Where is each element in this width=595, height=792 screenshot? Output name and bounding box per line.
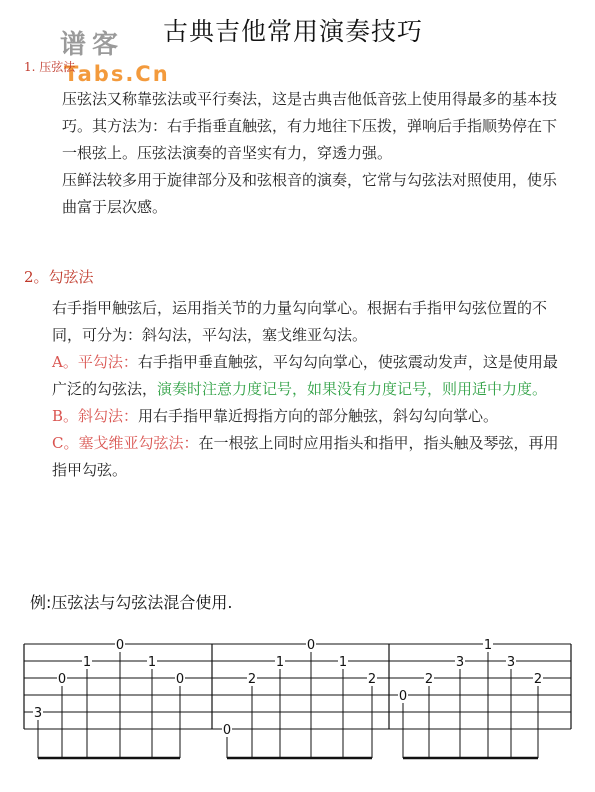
- tab-fret-number: 2: [247, 672, 257, 687]
- tab-fret-number: 2: [533, 672, 543, 687]
- tab-fret-number: 2: [367, 672, 377, 687]
- section1-paragraph: 压弦法又称靠弦法或平行奏法，这是古典吉他低音弦上使用得最多的基本技巧。其方法为：右手指垂直触弦，有力地往下压拨，弹响后手指顺势停在下一根弦上。压弦法演奏的音坚实有力，穿透力强。: [62, 90, 558, 162]
- technique-item-b: [52, 403, 567, 430]
- tab-fret-number: 0: [175, 672, 185, 687]
- tab-fret-number: 2: [424, 672, 434, 687]
- section2-intro: 右手指甲触弦后，运用指关节的力量勾向掌心。根据右手指甲勾弦位置的不同，可分为：斜勾法，平勾法，塞戈维亚勾法。: [52, 299, 548, 344]
- tab-fret-number: 0: [57, 672, 67, 687]
- technique-item-a: [52, 349, 567, 403]
- tab-fret-number: 1: [82, 655, 92, 670]
- tab-fret-number: 0: [222, 723, 232, 738]
- tab-fret-number: 1: [338, 655, 348, 670]
- tab-fret-number: 1: [147, 655, 157, 670]
- tab-fret-number: 0: [398, 689, 408, 704]
- section1-heading: 1. 压弦法: [24, 60, 76, 74]
- example-caption: 例:压弦法与勾弦法混合使用.: [30, 593, 233, 612]
- guitar-tab-staff: [0, 630, 595, 770]
- page-title: 古典吉他常用演奏技巧: [163, 17, 424, 46]
- technique-c-text: 在一根弦上同时应用指头和指甲，指头触及琴弦，再用指甲勾弦。: [52, 434, 559, 479]
- section1-paragraph: 压鲜法较多用于旋律部分及和弦根音的演奏，它常与勾弦法对照使用，使乐曲富于层次感。: [62, 171, 558, 216]
- site-logo-top: 谱客: [60, 30, 125, 60]
- site-logo-url: Tabs.Cn: [64, 62, 170, 86]
- tab-fret-number: 1: [275, 655, 285, 670]
- tab-fret-number: 3: [33, 706, 43, 721]
- tab-fret-number: 3: [506, 655, 516, 670]
- technique-item-c: [52, 430, 567, 484]
- tab-fret-number: 1: [483, 638, 493, 653]
- section2-body: [52, 295, 567, 484]
- technique-b-label: B。斜勾法：: [52, 407, 139, 425]
- technique-a-label: A。平勾法：: [52, 353, 138, 371]
- technique-c-label: C。塞戈维亚勾弦法：: [52, 434, 199, 452]
- technique-a-text: 右手指甲垂直触弦，平勾勾向掌心，使弦震动发声，这是使用最广泛的勾弦法，: [52, 353, 558, 398]
- section1-body: [62, 86, 562, 221]
- technique-a-note: 演奏时注意力度记号，如果没有力度记号，则用适中力度。: [157, 380, 548, 398]
- technique-b-text: 用右手指甲靠近拇指方向的部分触弦，斜勾勾向掌心。: [138, 407, 499, 425]
- tab-fret-number: 0: [115, 638, 125, 653]
- section2-heading: 2。勾弦法: [24, 268, 94, 286]
- tab-fret-number: 0: [306, 638, 316, 653]
- tab-fret-number: 3: [455, 655, 465, 670]
